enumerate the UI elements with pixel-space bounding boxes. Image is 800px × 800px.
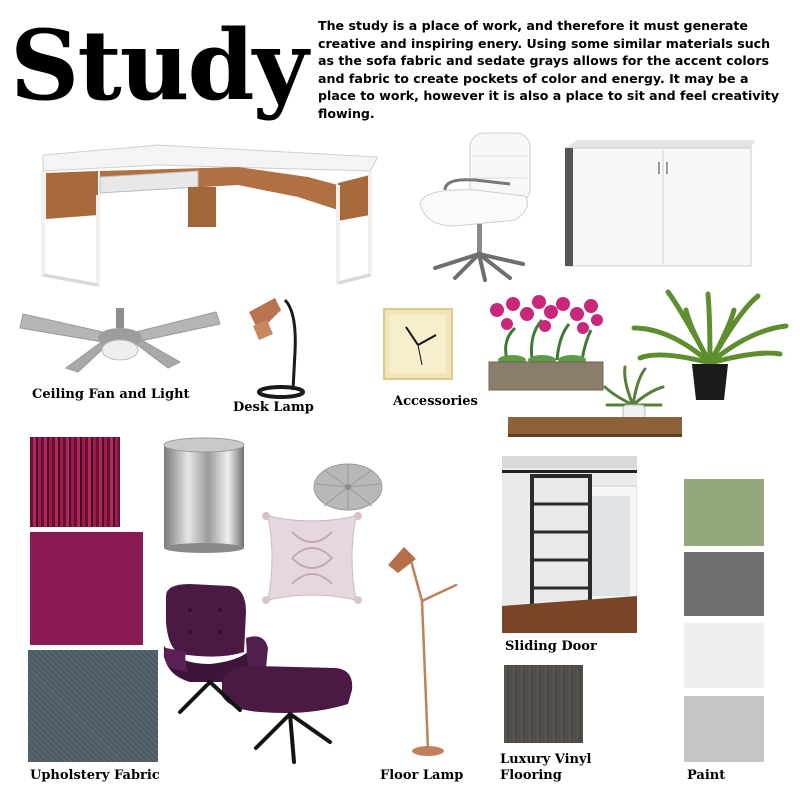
label-flooring-line1: Luxury Vinyl xyxy=(500,752,592,767)
intro-text: The study is a place of work, and therefore it must generate creative and inspiring enery. Using some similar materials such as the sofa fabric and sedate grays allows for the accent colors and fabric to create pockets of color and energy. It may be a place to work, however it is also a place to sit and feel creativity flowing. xyxy=(318,18,780,121)
gray-upholstery-swatch xyxy=(28,650,158,762)
label-desk-lamp: Desk Lamp xyxy=(233,400,314,415)
lounge-chair-image xyxy=(160,582,360,772)
label-upholstery: Upholstery Fabric xyxy=(30,768,160,783)
page-title: Study xyxy=(10,9,307,122)
label-paint: Paint xyxy=(687,768,726,783)
metal-side-table-image xyxy=(162,436,246,554)
desk-lamp-image xyxy=(245,292,305,402)
sliding-door-image xyxy=(502,456,637,633)
clock-image xyxy=(382,307,454,381)
ceiling-fan-image xyxy=(18,308,223,378)
floating-shelf-image xyxy=(508,417,682,437)
label-floor-lamp: Floor Lamp xyxy=(380,768,464,783)
floor-lamp-image xyxy=(382,537,462,761)
orchid-planter-image xyxy=(487,290,605,392)
paint-swatch-green xyxy=(684,479,764,546)
paint-swatch-white xyxy=(684,623,764,688)
paint-swatch-dark-gray xyxy=(684,552,764,616)
magenta-fabric-swatch xyxy=(30,532,143,645)
striped-fabric-swatch xyxy=(30,437,120,527)
office-chair-image xyxy=(415,128,545,288)
label-ceiling-fan: Ceiling Fan and Light xyxy=(32,387,190,402)
label-flooring-line2: Flooring xyxy=(500,768,562,783)
cabinet-image xyxy=(565,140,755,270)
paint-swatch-light-gray xyxy=(684,696,764,762)
round-pillow-image xyxy=(312,462,384,512)
label-sliding-door: Sliding Door xyxy=(505,639,597,654)
desk-image xyxy=(38,135,378,295)
vinyl-flooring-swatch xyxy=(504,665,583,743)
label-accessories: Accessories xyxy=(393,394,478,409)
small-plant-image xyxy=(603,365,665,423)
